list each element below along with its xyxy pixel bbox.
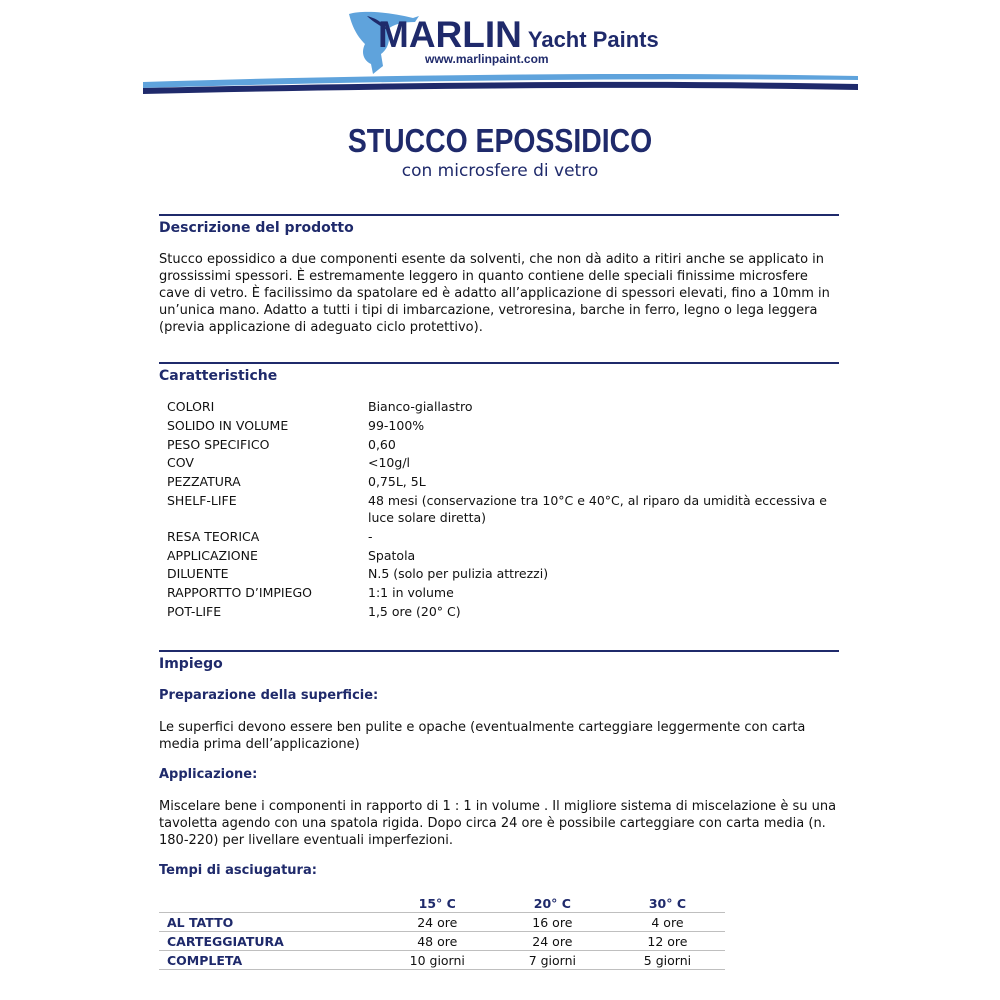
table-row <box>167 473 839 492</box>
section-heading-caratteristiche: Caratteristiche <box>159 362 839 384</box>
subheading-tempi: Tempi di asciugatura: <box>159 863 317 878</box>
table-header-empty <box>159 894 380 913</box>
table-row <box>159 913 725 932</box>
page-title: STUCCO EPOSSIDICO <box>347 122 653 159</box>
table-row <box>167 547 839 566</box>
char-value: 0,75L, 5L <box>368 474 426 490</box>
char-label: SOLIDO IN VOLUME <box>167 417 289 433</box>
drying-value: 7 giorni <box>495 951 610 970</box>
table-row <box>167 528 839 547</box>
descrizione-text: Stucco epossidico a due componenti esente da solventi, che non dà adito a ritiri anche se applicato in grossissimi spessori. È estremamente leggero in quanto contiene delle speciali finissime microsfere cave di vetro. È facilissimo da spatolare ed è adatto all’applicazione di spessori elevati, fino a 10mm in un’unica mano. Adatto a tutti i tipi di imbarcazione, vetroresina, barche in ferro, legno o lega leggera (previa applicazione di adeguato ciclo protettivo). <box>159 252 830 335</box>
char-label: SHELF-LIFE <box>167 492 237 508</box>
preparazione-text: Le superfici devono essere ben pulite e opache (eventualmente carteggiare leggermente con carta media prima dell’applicazione) <box>159 720 806 752</box>
table-row <box>167 398 839 417</box>
table-row <box>167 417 839 436</box>
table-row <box>167 584 839 603</box>
applicazione-text: Miscelare bene i componenti in rapporto di 1 : 1 in volume . Il migliore sistema di miscelazione è su una tavoletta agendo con una spatola rigida. Dopo circa 24 ore è possibile carteggiare con carta media (n. 180-220) per livellare eventuali imperfezioni. <box>159 799 837 848</box>
drying-value: 10 giorni <box>380 951 495 970</box>
characteristics-table <box>167 398 839 622</box>
table-row <box>159 951 725 970</box>
char-value: 0,60 <box>368 436 396 452</box>
drying-value: 4 ore <box>610 913 725 932</box>
brand-logo <box>378 14 659 56</box>
table-row <box>167 603 839 622</box>
drying-value: 24 ore <box>380 913 495 932</box>
brand-tagline: Yacht Paints <box>527 27 659 52</box>
website-url[interactable]: www.marlinpaint.com <box>425 52 549 66</box>
table-row <box>167 492 839 528</box>
char-value: Spatola <box>368 547 416 563</box>
char-value: Bianco-giallastro <box>368 399 473 414</box>
section-heading-impiego: Impiego <box>159 650 839 672</box>
char-label: DILUENTE <box>167 566 229 582</box>
drying-label: CARTEGGIATURA <box>159 932 380 951</box>
drying-value: 5 giorni <box>610 951 725 970</box>
table-header-row <box>159 894 725 913</box>
subheading-applicazione: Applicazione: <box>159 767 258 782</box>
char-label: RESA TEORICA <box>167 528 260 544</box>
brand-name: MARLIN <box>378 14 522 55</box>
drying-value: 48 ore <box>380 932 495 951</box>
char-value: 1:1 in volume <box>368 585 454 601</box>
drying-label: COMPLETA <box>159 951 380 970</box>
drying-value: 16 ore <box>495 913 610 932</box>
drying-value: 12 ore <box>610 932 725 951</box>
char-label: COLORI <box>167 399 215 414</box>
header-swoosh <box>0 68 1000 100</box>
drying-value: 24 ore <box>495 932 610 951</box>
table-row <box>167 565 839 584</box>
char-label: PESO SPECIFICO <box>167 436 270 452</box>
char-label: RAPPORTTO D’IMPIEGO <box>167 585 313 601</box>
page-subtitle: con microsfere di vetro <box>401 161 599 181</box>
table-row <box>167 454 839 473</box>
char-value: <10g/l <box>368 455 410 471</box>
char-value: 1,5 ore (20° C) <box>368 603 461 619</box>
subheading-preparazione: Preparazione della superficie: <box>159 688 379 703</box>
header <box>0 0 1000 100</box>
table-header-temp: 15° C <box>418 895 456 911</box>
table-row <box>167 436 839 455</box>
table-row <box>159 932 725 951</box>
char-label: PEZZATURA <box>167 474 241 490</box>
drying-label: AL TATTO <box>159 913 380 932</box>
char-label: APPLICAZIONE <box>167 547 258 563</box>
char-label: COV <box>167 455 194 471</box>
section-heading-descrizione: Descrizione del prodotto <box>159 214 839 236</box>
char-value: - <box>368 528 373 544</box>
table-header-temp: 30° C <box>648 895 687 911</box>
table-header-temp: 20° C <box>533 895 571 911</box>
char-value: 99-100% <box>368 417 425 433</box>
char-value: 48 mesi (conservazione tra 10°C e 40°C, al riparo da umidità eccessiva e luce solare diretta) <box>368 492 827 525</box>
drying-times-table <box>159 894 725 970</box>
char-label: POT-LIFE <box>167 603 222 619</box>
char-value: N.5 (solo per pulizia attrezzi) <box>368 566 549 582</box>
